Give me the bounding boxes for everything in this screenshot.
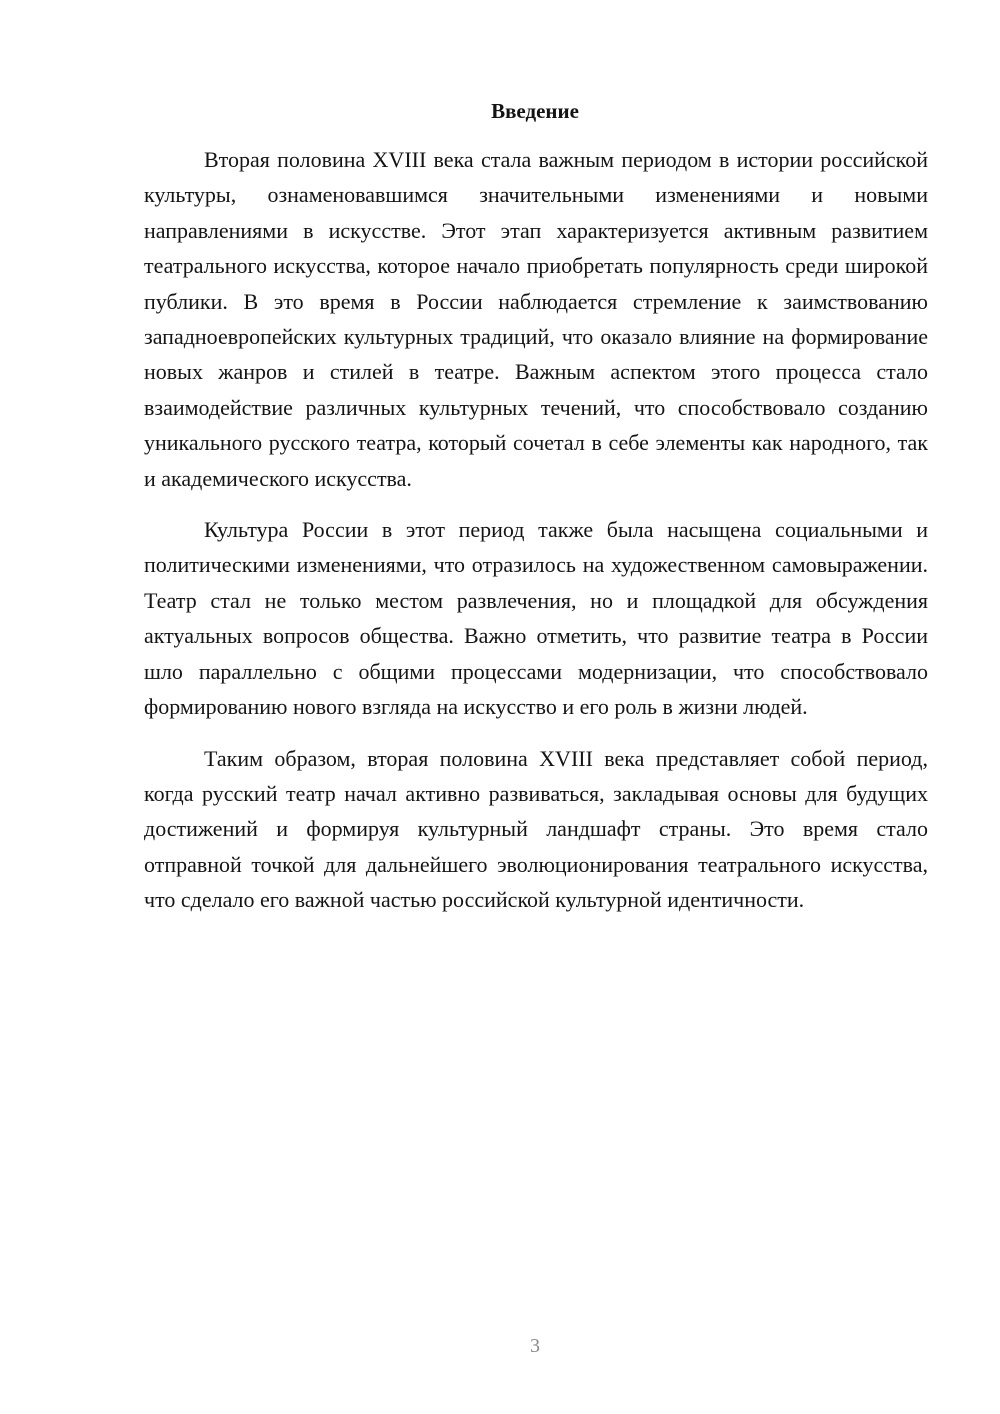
body-text [144, 142, 928, 934]
paragraph-1: Вторая половина XVIII века стала важным периодом в истории российской культуры, ознаменовавшимся значительными изменениями и новыми направлениями в искусстве. Этот этап характеризуется активным развитием театрального искусства, которое начало приобретать популярность среди широкой публики. В это время в России наблюдается стремление к заимствованию западноевропейских культурных традиций, что оказало влияние на формирование новых жанров и стилей в театре. Важным аспектом этого процесса стало взаимодействие различных культурных течений, что способствовало созданию уникального русского театра, который сочетал в себе элементы как народного, так и академического искусства. [144, 147, 928, 491]
paragraph-3: Таким образом, вторая половина XVIII века представляет собой период, когда русский театр начал активно развиваться, закладывая основы для будущих достижений и формируя культурный ландшафт страны. Это время стало отправной точкой для дальнейшего эволюционирования театрального искусства, что сделало его важной частью российской культурной идентичности. [144, 745, 928, 913]
page-number: 3 [530, 1335, 540, 1357]
section-heading: Введение [491, 99, 579, 123]
paragraph-2: Культура России в этот период также была насыщена социальными и политическими изменениями, что отразилось на художественном самовыражении. Театр стал не только местом развлечения, но и площадкой для обсуждения актуальных вопросов общества. Важно отметить, что развитие театра в России шло параллельно с общими процессами модернизации, что способствовало формированию нового взгляда на искусство и его роль в жизни людей. [144, 517, 928, 720]
